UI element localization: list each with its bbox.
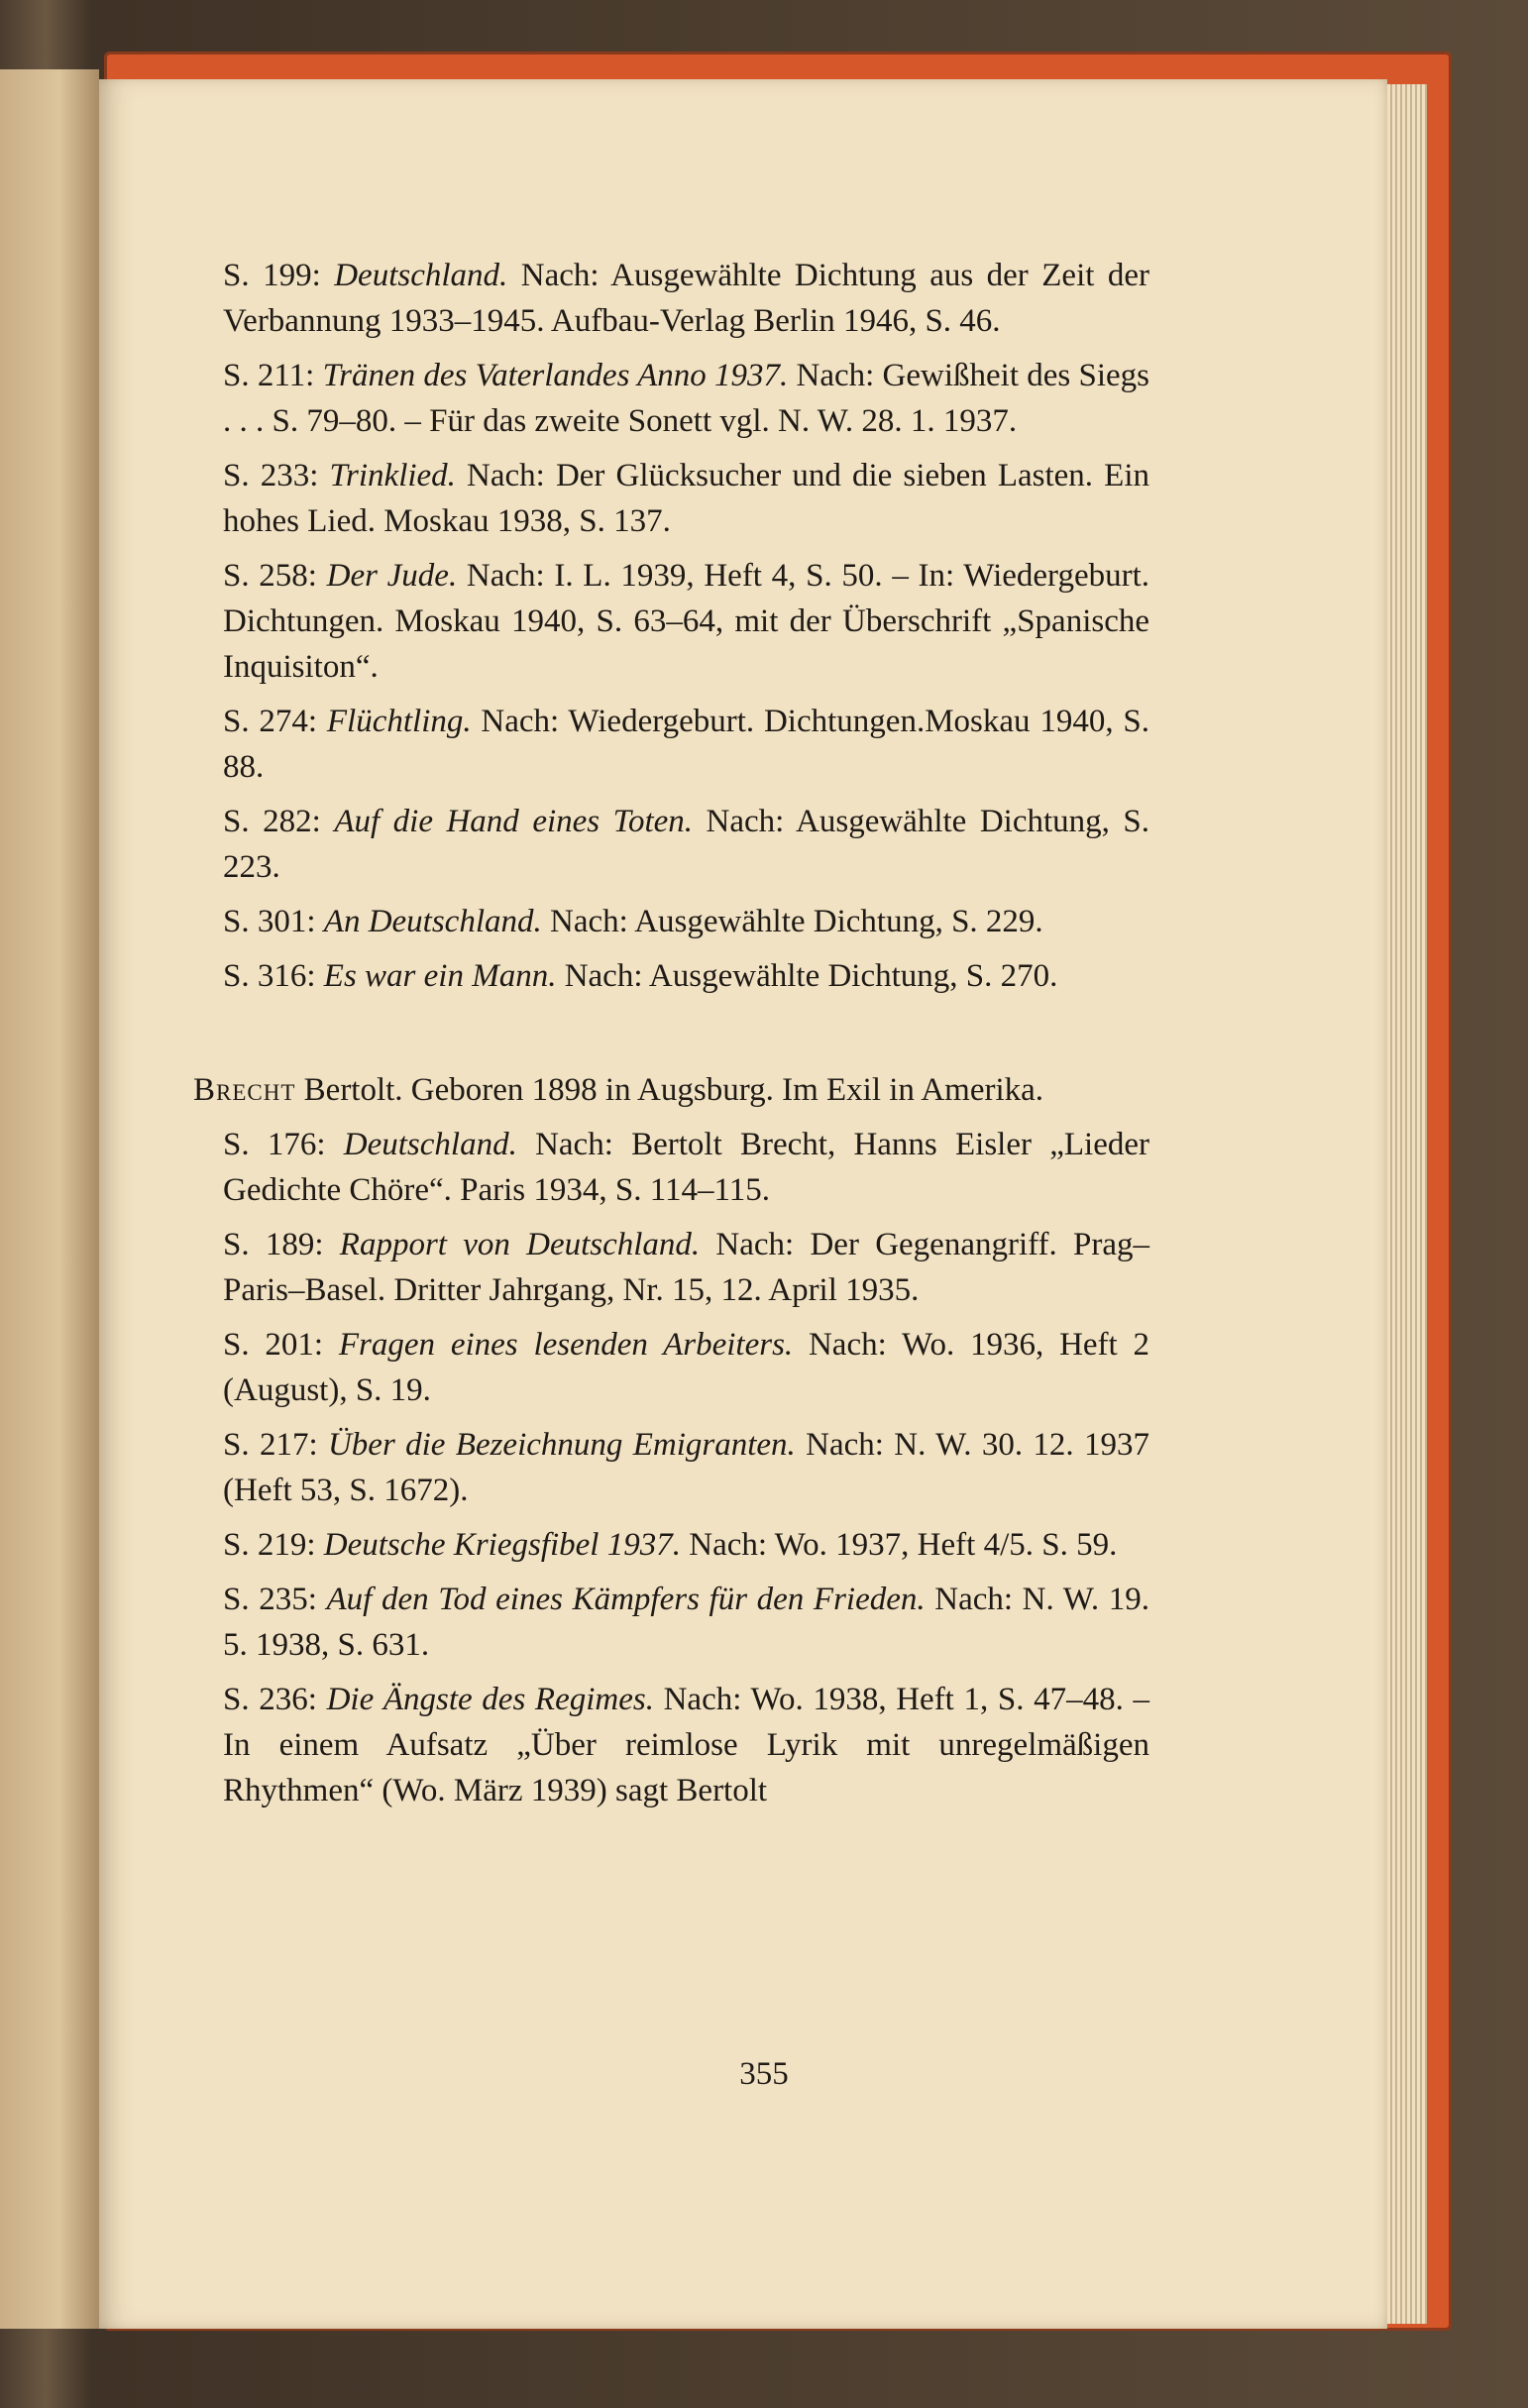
entry-page-ref: S. 274: (223, 704, 318, 739)
entry-title: Über die Bezeichnung Emigranten. (327, 1427, 796, 1463)
entry-source: Nach: I. L. 1939, Heft 4, S. 50. – In: Wiedergeburt. Dichtungen. Moskau 1940, S. 63–64, mit der Überschrift „Spanische Inquisiton“. (223, 558, 1149, 685)
entry-page-ref: S. 176: (223, 1127, 326, 1162)
left-page-edge (0, 69, 99, 2329)
entry-title: Tränen des Vaterlandes Anno 1937. (322, 358, 789, 393)
entry-title: Es war ein Mann. (323, 958, 557, 994)
bibliography-entry (223, 1677, 1149, 1813)
entry-source: Nach: N. W. 19. 5. 1938, S. 631. (223, 1582, 1149, 1663)
entry-source: Nach: Der Glücksucher und die sieben Lasten. Ein hohes Lied. Moskau 1938, S. 137. (223, 458, 1149, 539)
entry-title: Deutschland. (343, 1127, 517, 1162)
author-heading (193, 1067, 1149, 1113)
section-gap (223, 1008, 1149, 1067)
entry-source: Nach: N. W. 30. 12. 1937 (Heft 53, S. 1672). (223, 1427, 1150, 1508)
bibliography-entry (223, 1422, 1149, 1513)
entry-source: Nach: Gewißheit des Siegs . . . S. 79–80. – Für das zweite Sonett vgl. N. W. 28. 1. 1937. (223, 358, 1150, 439)
entry-page-ref: S. 235: (223, 1582, 317, 1617)
entry-page-ref: S. 301: (223, 904, 316, 939)
entry-page-ref: S. 211: (223, 358, 315, 393)
bibliography-entry (223, 699, 1149, 790)
bibliography-entry (223, 253, 1149, 344)
entry-source: Nach: Der Gegenangriff. Prag–Paris–Basel. Dritter Jahrgang, Nr. 15, 12. April 1935. (223, 1227, 1149, 1308)
entry-source: Nach: Wo. 1938, Heft 1, S. 47–48. – In einem Aufsatz „Über reimlose Lyrik mit unregelmäßigen Rhythmen“ (Wo. März 1939) sagt Bertolt (223, 1682, 1149, 1808)
entry-title: Flüchtling. (326, 704, 472, 739)
page-edges (1382, 84, 1427, 2324)
bibliography-entry (223, 1322, 1149, 1413)
bibliography-entry (223, 553, 1149, 690)
bibliography-entry (223, 1522, 1149, 1568)
entry-title: Fragen eines lesenden Arbeiters. (338, 1327, 794, 1363)
entry-title: Auf die Hand eines Toten. (334, 804, 694, 839)
entry-source: Nach: Ausgewählte Dichtung aus der Zeit der Verbannung 1933–1945. Aufbau-Verlag Berlin 1946, S. 46. (223, 258, 1150, 339)
entry-page-ref: S. 201: (223, 1327, 324, 1363)
entry-source: Nach: Ausgewählte Dichtung, S. 270. (556, 958, 1058, 994)
entry-title: Trinklied. (329, 458, 456, 493)
page-number: 355 (739, 2056, 789, 2092)
entry-page-ref: S. 258: (223, 558, 317, 594)
bibliography-entry (223, 1577, 1149, 1668)
entry-source: Nach: Wiedergeburt. Dichtungen.Moskau 1940, S. 88. (223, 704, 1149, 785)
entry-title: Der Jude. (326, 558, 458, 594)
bibliography-entry (223, 353, 1149, 444)
bibliography-entry (223, 953, 1149, 999)
author-details: Bertolt. Geboren 1898 in Augsburg. Im Exil in Amerika. (295, 1072, 1044, 1108)
entry-page-ref: S. 199: (223, 258, 321, 293)
entry-title: An Deutschland. (323, 904, 542, 939)
bibliography-entry (223, 453, 1149, 544)
entry-page-ref: S. 189: (223, 1227, 324, 1262)
bibliography-entry (223, 1222, 1149, 1313)
entry-title: Deutsche Kriegsfibel 1937. (323, 1527, 681, 1563)
bibliography-entry (223, 1122, 1149, 1213)
entry-source: Nach: Wo. 1937, Heft 4/5. S. 59. (680, 1527, 1118, 1563)
bibliography-entry (223, 899, 1149, 944)
text-block (193, 253, 1150, 1822)
bibliography-entry (223, 799, 1149, 890)
entry-title: Auf den Tod eines Kämpfers für den Frieden. (326, 1582, 926, 1617)
entry-page-ref: S. 236: (223, 1682, 317, 1717)
entry-page-ref: S. 282: (223, 804, 321, 839)
author-name: Brecht (193, 1072, 296, 1108)
entry-page-ref: S. 217: (223, 1427, 318, 1463)
entry-source: Nach: Ausgewählte Dichtung, S. 229. (541, 904, 1043, 939)
entries-section-1 (223, 253, 1149, 999)
entry-page-ref: S. 233: (223, 458, 319, 493)
entry-source: Nach: Ausgewählte Dichtung, S. 223. (223, 804, 1149, 885)
entry-title: Rapport von Deutschland. (339, 1227, 701, 1262)
entry-source: Nach: Bertolt Brecht, Hanns Eisler „Lieder Gedichte Chöre“. Paris 1934, S. 114–115. (223, 1127, 1149, 1208)
entry-title: Deutschland. (334, 258, 508, 293)
entry-page-ref: S. 316: (223, 958, 316, 994)
entries-section-2 (223, 1122, 1149, 1813)
entry-page-ref: S. 219: (223, 1527, 316, 1563)
entry-source: Nach: Wo. 1936, Heft 2 (August), S. 19. (223, 1327, 1150, 1408)
entry-title: Die Ängste des Regimes. (326, 1682, 654, 1717)
